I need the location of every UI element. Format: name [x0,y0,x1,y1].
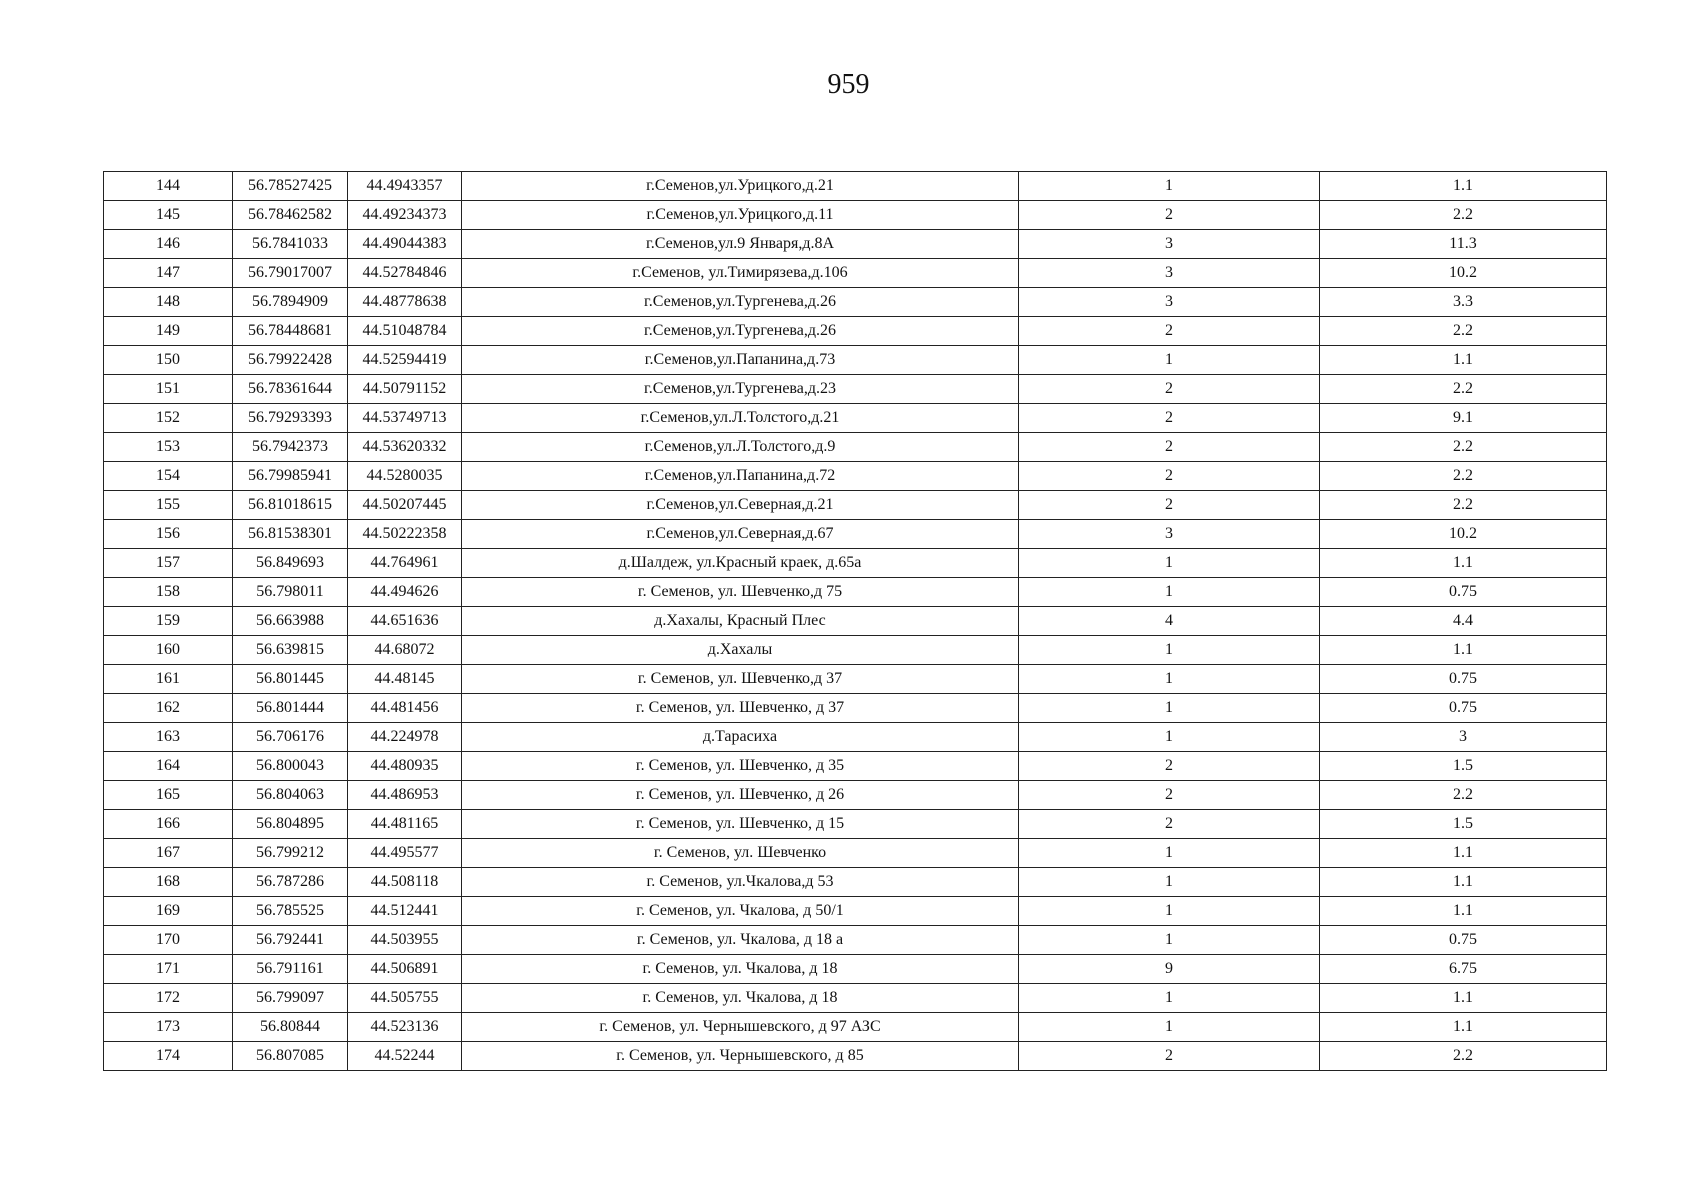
table-row [104,317,1607,346]
longitude-cell: 44.523136 [348,1013,462,1042]
volume-cell: 9.1 [1320,404,1607,433]
address-cell: г. Семенов, ул. Чкалова, д 50/1 [462,897,1019,926]
address-cell: г. Семенов, ул. Шевченко, д 15 [462,810,1019,839]
volume-cell: 2.2 [1320,375,1607,404]
count-cell: 3 [1019,230,1320,259]
longitude-cell: 44.480935 [348,752,462,781]
row-number-cell: 151 [104,375,233,404]
latitude-cell: 56.800043 [233,752,348,781]
longitude-cell: 44.50222358 [348,520,462,549]
count-cell: 1 [1019,868,1320,897]
count-cell: 2 [1019,491,1320,520]
longitude-cell: 44.495577 [348,839,462,868]
latitude-cell: 56.79922428 [233,346,348,375]
row-number-cell: 155 [104,491,233,520]
latitude-cell: 56.79293393 [233,404,348,433]
longitude-cell: 44.505755 [348,984,462,1013]
address-cell: г.Семенов,ул.Тургенева,д.23 [462,375,1019,404]
count-cell: 2 [1019,201,1320,230]
count-cell: 4 [1019,607,1320,636]
address-cell: г. Семенов, ул. Шевченко,д 37 [462,665,1019,694]
table-row [104,549,1607,578]
latitude-cell: 56.799212 [233,839,348,868]
longitude-cell: 44.486953 [348,781,462,810]
table-row [104,607,1607,636]
count-cell: 2 [1019,317,1320,346]
longitude-cell: 44.68072 [348,636,462,665]
latitude-cell: 56.7894909 [233,288,348,317]
address-cell: г.Семенов,ул.Л.Толстого,д.21 [462,404,1019,433]
latitude-cell: 56.78361644 [233,375,348,404]
latitude-cell: 56.787286 [233,868,348,897]
row-number-cell: 148 [104,288,233,317]
address-cell: г. Семенов, ул. Чкалова, д 18 [462,984,1019,1013]
longitude-cell: 44.5280035 [348,462,462,491]
row-number-cell: 157 [104,549,233,578]
latitude-cell: 56.801444 [233,694,348,723]
volume-cell: 0.75 [1320,694,1607,723]
table-row [104,868,1607,897]
table-row [104,1013,1607,1042]
row-number-cell: 166 [104,810,233,839]
table-row [104,955,1607,984]
latitude-cell: 56.7942373 [233,433,348,462]
address-cell: д.Шалдеж, ул.Красный краек, д.65а [462,549,1019,578]
count-cell: 2 [1019,404,1320,433]
data-table [103,171,1607,1071]
latitude-cell: 56.78462582 [233,201,348,230]
table-row [104,346,1607,375]
table-row [104,694,1607,723]
volume-cell: 1.1 [1320,897,1607,926]
volume-cell: 2.2 [1320,462,1607,491]
volume-cell: 1.1 [1320,839,1607,868]
page-number: 959 [827,69,870,100]
address-cell: г.Семенов,ул.9 Января,д.8А [462,230,1019,259]
address-cell: д.Хахалы, Красный Плес [462,607,1019,636]
address-cell: г. Семенов, ул. Чернышевского, д 97 АЗС [462,1013,1019,1042]
address-cell: г.Семенов,ул.Урицкого,д.11 [462,201,1019,230]
latitude-cell: 56.79017007 [233,259,348,288]
volume-cell: 10.2 [1320,520,1607,549]
latitude-cell: 56.78527425 [233,172,348,201]
table-row [104,636,1607,665]
longitude-cell: 44.4943357 [348,172,462,201]
row-number-cell: 145 [104,201,233,230]
table-row [104,839,1607,868]
row-number-cell: 147 [104,259,233,288]
row-number-cell: 168 [104,868,233,897]
row-number-cell: 171 [104,955,233,984]
address-cell: г.Семенов,ул.Северная,д.67 [462,520,1019,549]
latitude-cell: 56.79985941 [233,462,348,491]
latitude-cell: 56.791161 [233,955,348,984]
longitude-cell: 44.52594419 [348,346,462,375]
latitude-cell: 56.849693 [233,549,348,578]
count-cell: 2 [1019,810,1320,839]
latitude-cell: 56.804063 [233,781,348,810]
count-cell: 2 [1019,781,1320,810]
count-cell: 1 [1019,1013,1320,1042]
table-row [104,201,1607,230]
volume-cell: 1.1 [1320,1013,1607,1042]
count-cell: 1 [1019,549,1320,578]
latitude-cell: 56.798011 [233,578,348,607]
row-number-cell: 163 [104,723,233,752]
count-cell: 1 [1019,172,1320,201]
address-cell: г. Семенов, ул. Шевченко, д 35 [462,752,1019,781]
address-cell: г. Семенов, ул. Чернышевского, д 85 [462,1042,1019,1071]
volume-cell: 2.2 [1320,201,1607,230]
table-row [104,404,1607,433]
address-cell: г. Семенов, ул. Шевченко,д 75 [462,578,1019,607]
count-cell: 1 [1019,897,1320,926]
volume-cell: 0.75 [1320,578,1607,607]
count-cell: 2 [1019,1042,1320,1071]
longitude-cell: 44.508118 [348,868,462,897]
count-cell: 1 [1019,926,1320,955]
volume-cell: 1.5 [1320,752,1607,781]
row-number-cell: 153 [104,433,233,462]
row-number-cell: 160 [104,636,233,665]
address-cell: г.Семенов,ул.Северная,д.21 [462,491,1019,520]
count-cell: 1 [1019,723,1320,752]
longitude-cell: 44.49044383 [348,230,462,259]
table-row [104,462,1607,491]
latitude-cell: 56.78448681 [233,317,348,346]
row-number-cell: 172 [104,984,233,1013]
table-row [104,984,1607,1013]
table-row [104,520,1607,549]
longitude-cell: 44.53749713 [348,404,462,433]
row-number-cell: 158 [104,578,233,607]
longitude-cell: 44.49234373 [348,201,462,230]
address-cell: г. Семенов, ул. Чкалова, д 18 [462,955,1019,984]
row-number-cell: 146 [104,230,233,259]
address-cell: г.Семенов,ул.Папанина,д.72 [462,462,1019,491]
latitude-cell: 56.799097 [233,984,348,1013]
longitude-cell: 44.494626 [348,578,462,607]
table-row [104,897,1607,926]
row-number-cell: 169 [104,897,233,926]
volume-cell: 1.5 [1320,810,1607,839]
row-number-cell: 167 [104,839,233,868]
volume-cell: 4.4 [1320,607,1607,636]
longitude-cell: 44.48778638 [348,288,462,317]
row-number-cell: 149 [104,317,233,346]
longitude-cell: 44.512441 [348,897,462,926]
longitude-cell: 44.481456 [348,694,462,723]
latitude-cell: 56.801445 [233,665,348,694]
volume-cell: 3.3 [1320,288,1607,317]
longitude-cell: 44.51048784 [348,317,462,346]
row-number-cell: 170 [104,926,233,955]
volume-cell: 0.75 [1320,926,1607,955]
address-cell: г.Семенов,ул.Папанина,д.73 [462,346,1019,375]
count-cell: 1 [1019,665,1320,694]
row-number-cell: 165 [104,781,233,810]
volume-cell: 2.2 [1320,317,1607,346]
longitude-cell: 44.503955 [348,926,462,955]
volume-cell: 3 [1320,723,1607,752]
address-cell: г. Семенов, ул.Чкалова,д 53 [462,868,1019,897]
row-number-cell: 173 [104,1013,233,1042]
volume-cell: 10.2 [1320,259,1607,288]
latitude-cell: 56.792441 [233,926,348,955]
count-cell: 2 [1019,752,1320,781]
table-body [104,172,1607,1071]
row-number-cell: 161 [104,665,233,694]
count-cell: 2 [1019,375,1320,404]
table-row [104,230,1607,259]
longitude-cell: 44.764961 [348,549,462,578]
row-number-cell: 174 [104,1042,233,1071]
row-number-cell: 164 [104,752,233,781]
volume-cell: 6.75 [1320,955,1607,984]
count-cell: 2 [1019,462,1320,491]
longitude-cell: 44.50791152 [348,375,462,404]
count-cell: 2 [1019,433,1320,462]
address-cell: д.Тарасиха [462,723,1019,752]
row-number-cell: 156 [104,520,233,549]
row-number-cell: 159 [104,607,233,636]
longitude-cell: 44.53620332 [348,433,462,462]
table-row [104,578,1607,607]
address-cell: г. Семенов, ул. Шевченко, д 37 [462,694,1019,723]
latitude-cell: 56.7841033 [233,230,348,259]
table-row [104,259,1607,288]
address-cell: г.Семенов, ул.Тимирязева,д.106 [462,259,1019,288]
volume-cell: 0.75 [1320,665,1607,694]
latitude-cell: 56.639815 [233,636,348,665]
volume-cell: 1.1 [1320,172,1607,201]
count-cell: 1 [1019,578,1320,607]
latitude-cell: 56.663988 [233,607,348,636]
table-row [104,810,1607,839]
address-cell: г.Семенов,ул.Тургенева,д.26 [462,317,1019,346]
volume-cell: 1.1 [1320,984,1607,1013]
latitude-cell: 56.706176 [233,723,348,752]
count-cell: 1 [1019,984,1320,1013]
count-cell: 1 [1019,636,1320,665]
table-row [104,665,1607,694]
longitude-cell: 44.224978 [348,723,462,752]
address-cell: г. Семенов, ул. Шевченко [462,839,1019,868]
latitude-cell: 56.804895 [233,810,348,839]
volume-cell: 1.1 [1320,549,1607,578]
count-cell: 1 [1019,346,1320,375]
table-row [104,433,1607,462]
volume-cell: 11.3 [1320,230,1607,259]
latitude-cell: 56.785525 [233,897,348,926]
table-row [104,723,1607,752]
volume-cell: 2.2 [1320,491,1607,520]
volume-cell: 2.2 [1320,781,1607,810]
latitude-cell: 56.80844 [233,1013,348,1042]
volume-cell: 1.1 [1320,636,1607,665]
address-cell: г. Семенов, ул. Чкалова, д 18 а [462,926,1019,955]
longitude-cell: 44.50207445 [348,491,462,520]
row-number-cell: 162 [104,694,233,723]
latitude-cell: 56.807085 [233,1042,348,1071]
count-cell: 1 [1019,839,1320,868]
count-cell: 9 [1019,955,1320,984]
volume-cell: 2.2 [1320,1042,1607,1071]
longitude-cell: 44.52784846 [348,259,462,288]
address-cell: г.Семенов,ул.Тургенева,д.26 [462,288,1019,317]
latitude-cell: 56.81538301 [233,520,348,549]
address-cell: г. Семенов, ул. Шевченко, д 26 [462,781,1019,810]
address-cell: д.Хахалы [462,636,1019,665]
count-cell: 3 [1019,520,1320,549]
address-cell: г.Семенов,ул.Л.Толстого,д.9 [462,433,1019,462]
latitude-cell: 56.81018615 [233,491,348,520]
longitude-cell: 44.481165 [348,810,462,839]
row-number-cell: 150 [104,346,233,375]
row-number-cell: 152 [104,404,233,433]
row-number-cell: 154 [104,462,233,491]
table-row [104,752,1607,781]
longitude-cell: 44.48145 [348,665,462,694]
longitude-cell: 44.52244 [348,1042,462,1071]
table-row [104,375,1607,404]
table-row [104,1042,1607,1071]
count-cell: 1 [1019,694,1320,723]
address-cell: г.Семенов,ул.Урицкого,д.21 [462,172,1019,201]
count-cell: 3 [1019,259,1320,288]
table-row [104,926,1607,955]
table-row [104,288,1607,317]
table-row [104,491,1607,520]
volume-cell: 1.1 [1320,868,1607,897]
longitude-cell: 44.506891 [348,955,462,984]
longitude-cell: 44.651636 [348,607,462,636]
volume-cell: 2.2 [1320,433,1607,462]
count-cell: 3 [1019,288,1320,317]
table-row [104,172,1607,201]
volume-cell: 1.1 [1320,346,1607,375]
table-row [104,781,1607,810]
row-number-cell: 144 [104,172,233,201]
